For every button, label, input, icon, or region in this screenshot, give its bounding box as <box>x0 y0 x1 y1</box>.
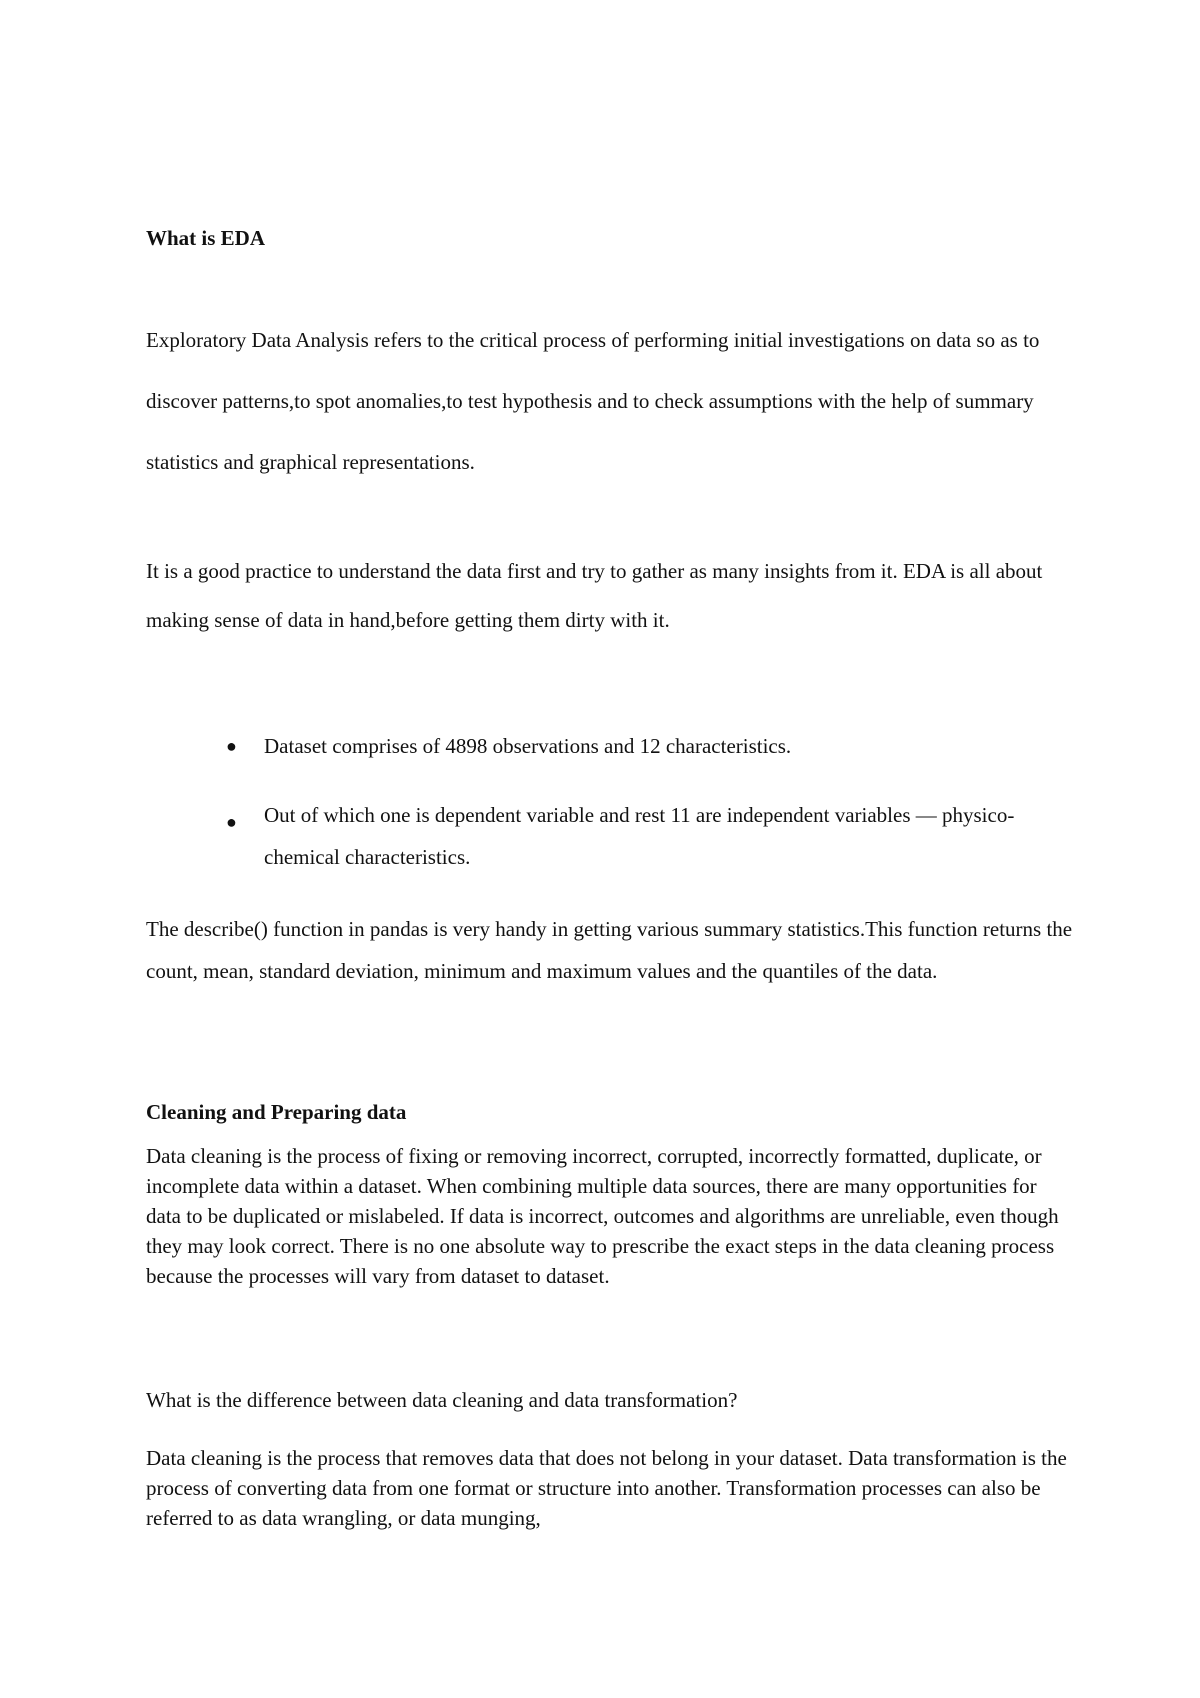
paragraph-good-practice: It is a good practice to understand the data first and try to gather as many insights from it. EDA is all about making sense of data in hand,before getting them dirty with it. <box>146 559 1043 632</box>
paragraph-cleaning-vs-transformation: Data cleaning is the process that removes data that does not belong in your dataset. Data transformation is the process of converting data from one format or structure into another. Transformation processes can also be referred to as data wrangling, or data munging, <box>146 1446 1067 1530</box>
paragraph-describe-function: The describe() function in pandas is very handy in getting various summary statistics.This function returns the count, mean, standard deviation, minimum and maximum values and the quantiles of the data. <box>146 917 1073 983</box>
bullet-text: Dataset comprises of 4898 observations and 12 characteristics. <box>264 734 792 758</box>
list-item <box>146 732 1076 760</box>
heading-what-is-eda: What is EDA <box>146 226 266 250</box>
list-item <box>146 794 1076 878</box>
paragraph-difference-question: What is the difference between data cleaning and data transformation? <box>146 1388 738 1412</box>
paragraph-data-cleaning: Data cleaning is the process of fixing or removing incorrect, corrupted, incorrectly formatted, duplicate, or incomplete data within a dataset. When combining multiple data sources, there are many opportunities for data to be duplicated or mislabeled. If data is incorrect, outcomes and algorithms are unreliable, even though they may look correct. There is no one absolute way to prescribe the exact steps in the data cleaning process because the processes will vary from dataset to dataset. <box>146 1144 1059 1288</box>
paragraph-eda-definition: Exploratory Data Analysis refers to the critical process of performing initial investigations on data so as to discover patterns,to spot anomalies,to test hypothesis and to check assumptions with the help of summary statistics and graphical representations. <box>146 328 1040 474</box>
bullet-icon: ● <box>226 812 237 832</box>
heading-cleaning-and-preparing: Cleaning and Preparing data <box>146 1100 407 1124</box>
dataset-bullet-list <box>146 732 1076 878</box>
bullet-icon: ● <box>226 736 237 756</box>
bullet-text: Out of which one is dependent variable and rest 11 are independent variables — physico-chemical characteristics. <box>264 803 1015 869</box>
